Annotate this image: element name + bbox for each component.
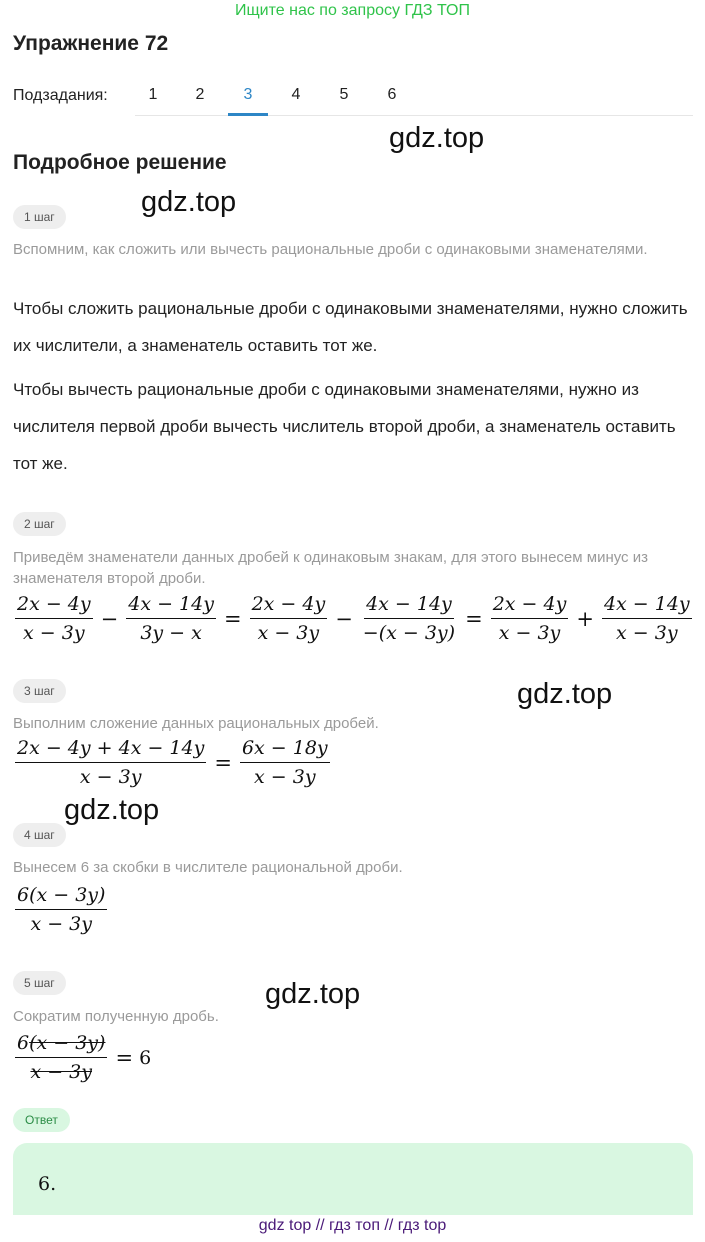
step-badge: 1 шаг bbox=[13, 205, 66, 229]
watermark: gdz.top bbox=[517, 678, 613, 710]
step4-expression bbox=[13, 884, 109, 935]
fraction: $\frac{4x - 14y}{-(x - 3y)}$ bbox=[362, 593, 456, 644]
step5-equation: $\frac{6(x - 3y)}{x - 3y}$ = 6 bbox=[17, 1032, 152, 1083]
fraction: $\frac{2x - 4y}{x - 3y}$ bbox=[492, 593, 567, 644]
watermark: gdz.top bbox=[141, 186, 237, 218]
step-badge: 5 шаг bbox=[13, 971, 66, 995]
section-title: Подробное решение bbox=[13, 151, 227, 174]
top-banner[interactable]: Ищите нас по запросу ГДЗ ТОП bbox=[235, 2, 470, 19]
step2-equation: $\frac{2x - 4y}{x - 3y}$ − $\frac{4x - 14y}{3y - x}$ = $\frac{2x - 4y}{x - 3y}$ − $\frac{4x - 14y}{-(x - 3y)}$ = $\frac{2x - 4y}{x - 3y}$ + $\frac{4x - 14y}{x - 3y}$ bbox=[17, 593, 690, 644]
fraction: $\frac{4x - 14y}{3y - x}$ bbox=[128, 593, 214, 644]
fraction: $\frac{2x - 4y}{x - 3y}$ bbox=[251, 593, 326, 644]
watermark: gdz.top bbox=[389, 122, 485, 154]
step-badge: 2 шаг bbox=[13, 512, 66, 536]
step-hint: Выполним сложение данных рациональных дробей. bbox=[13, 715, 379, 732]
active-tab-indicator bbox=[228, 113, 268, 116]
step3-equation: $\frac{2x - 4y + 4x - 14y}{x - 3y}$ = $\frac{6x - 18y}{x - 3y}$ bbox=[17, 737, 328, 788]
step-hint: Вынесем 6 за скобки в числителе рациональной дроби. bbox=[13, 859, 403, 876]
fraction: $\frac{4x - 14y}{x - 3y}$ bbox=[603, 593, 690, 644]
answer-value: 6. bbox=[38, 1173, 57, 1195]
subtasks-label: Подзадания: bbox=[13, 87, 108, 104]
fraction: $\frac{2x - 4y + 4x - 14y}{x - 3y}$ bbox=[17, 737, 205, 788]
fraction: $\frac{6(x - 3y)}{x - 3y}$ bbox=[17, 884, 106, 935]
result-value: 6 bbox=[139, 1046, 152, 1069]
watermark: gdz.top bbox=[64, 794, 160, 826]
tab-subtask-4[interactable]: 4 bbox=[291, 86, 301, 103]
fraction: $\frac{2x - 4y}{x - 3y}$ bbox=[17, 593, 91, 644]
rule-addition: Чтобы сложить рациональные дроби с одинаковыми знаменателями, нужно сложить их числители, а знаменатель оставить тот же. bbox=[13, 299, 688, 355]
tab-subtask-1[interactable]: 1 bbox=[148, 86, 158, 103]
step-hint: Приведём знаменатели данных дробей к одинаковым знакам, для этого вынесем минус из знаменателя второй дроби. bbox=[13, 549, 648, 587]
watermark: gdz.top bbox=[265, 978, 361, 1010]
answer-badge: Ответ bbox=[13, 1108, 70, 1132]
cancelled-factor: (x − 3y) bbox=[29, 1032, 106, 1054]
step-badge: 4 шаг bbox=[13, 823, 66, 847]
step-badge: 3 шаг bbox=[13, 679, 66, 703]
cancelled-factor: x − 3y bbox=[30, 1061, 92, 1083]
tab-subtask-3[interactable]: 3 bbox=[243, 86, 253, 103]
tab-subtask-2[interactable]: 2 bbox=[195, 86, 205, 103]
footer-links[interactable]: gdz top // гдз топ // гдз top bbox=[258, 1217, 447, 1234]
rule-subtraction: Чтобы вычесть рациональные дроби с одинаковыми знаменателями, нужно из числителя первой дроби вычесть числитель второй дроби, а знаменатель оставить тот же. bbox=[13, 380, 676, 473]
fraction: $\frac{6x - 18y}{x - 3y}$ bbox=[241, 737, 328, 788]
answer-box bbox=[13, 1143, 693, 1215]
page-title: Упражнение 72 bbox=[13, 32, 169, 55]
step-hint: Сократим полученную дробь. bbox=[13, 1008, 219, 1025]
step-hint: Вспомним, как сложить или вычесть рациональные дроби с одинаковыми знаменателями. bbox=[13, 241, 648, 258]
tabs-divider bbox=[135, 115, 693, 116]
tab-subtask-5[interactable]: 5 bbox=[339, 86, 349, 103]
fraction: $\frac{6(x - 3y)}{x - 3y}$ bbox=[17, 1032, 106, 1083]
tab-subtask-6[interactable]: 6 bbox=[387, 86, 397, 103]
